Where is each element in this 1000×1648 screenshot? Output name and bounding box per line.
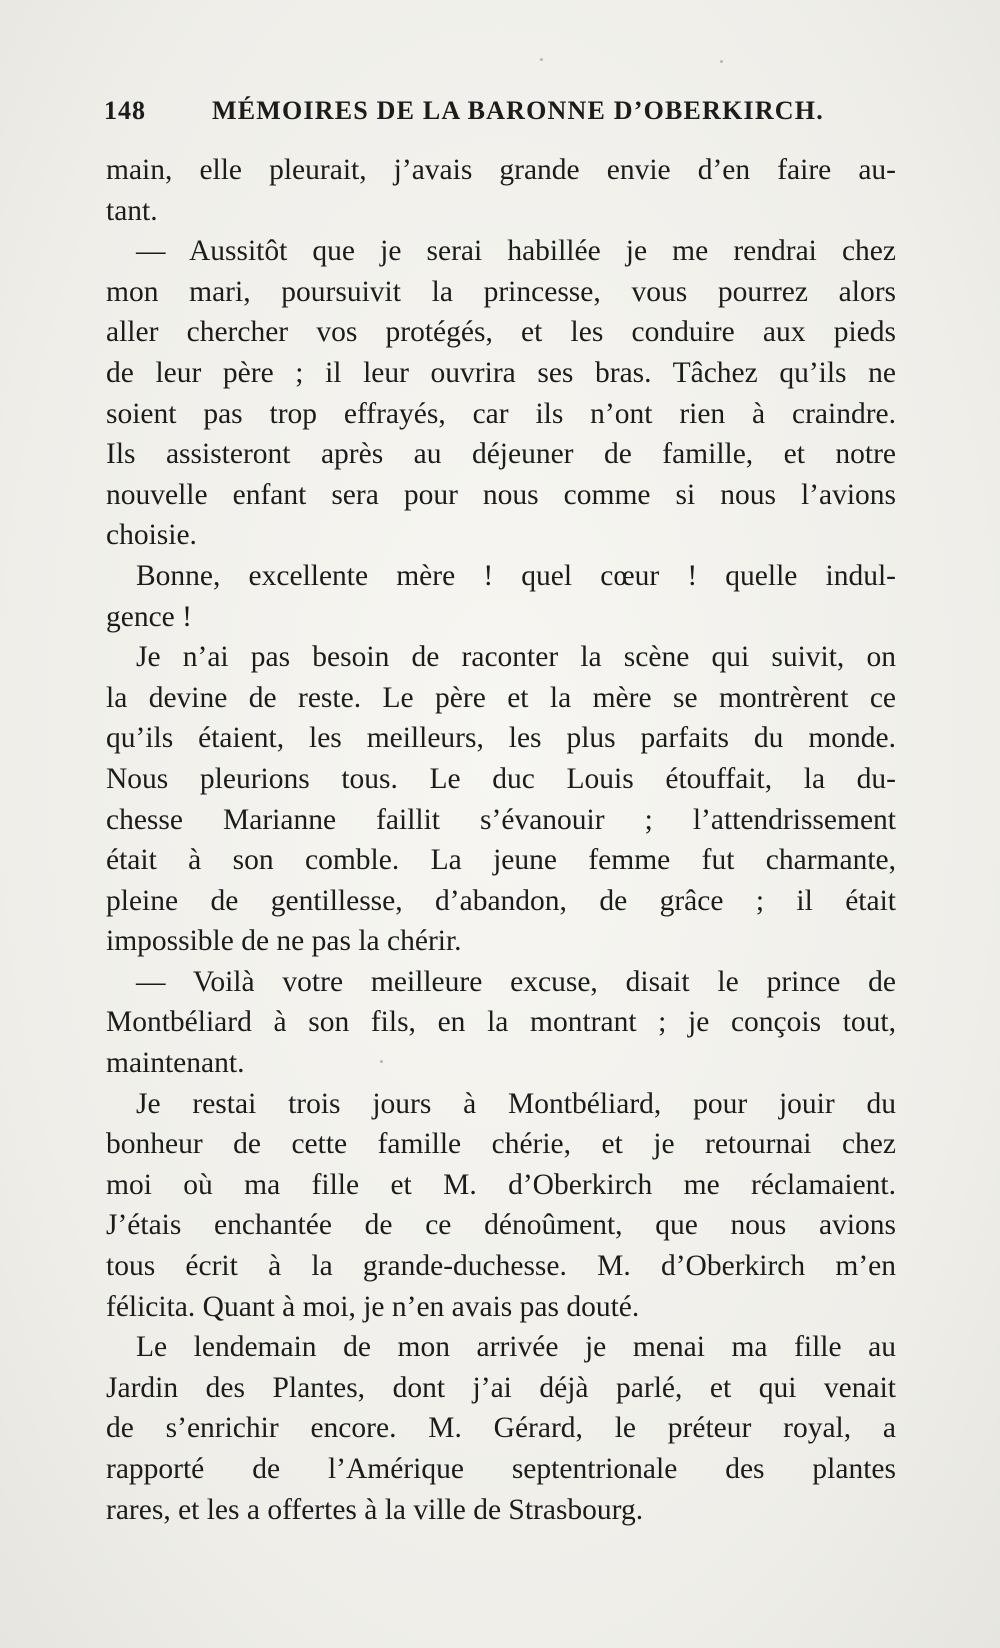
text-line: Bonne, excellente mère ! quel cœur ! quelle indul- xyxy=(136,559,896,592)
text-line: Nous pleurions tous. Le duc Louis étouffait, la du- xyxy=(106,762,896,795)
text-line: moi où ma fille et M. d’Oberkirch me réclamaient. xyxy=(106,1168,896,1201)
paper-speck xyxy=(540,58,543,61)
text-line: choisie. xyxy=(106,519,197,552)
text-line: félicita. Quant à moi, je n’en avais pas douté. xyxy=(106,1290,640,1323)
text-line: Montbéliard à son fils, en la montrant ; je conçois tout, xyxy=(106,1006,896,1039)
text-line: chesse Marianne faillit s’évanouir ; l’attendrissement xyxy=(106,803,896,836)
text-line: impossible de ne pas la chérir. xyxy=(106,925,462,958)
text-line: aller chercher vos protégés, et les conduire aux pieds xyxy=(106,316,896,349)
running-title: MÉMOIRES DE LA BARONNE D’OBERKIRCH. xyxy=(212,96,824,125)
text-line: Je n’ai pas besoin de raconter la scène qui suivit, on xyxy=(136,641,896,674)
text-line: était à son comble. La jeune femme fut charmante, xyxy=(106,844,896,877)
text-line: pleine de gentillesse, d’abandon, de grâce ; il était xyxy=(106,884,896,917)
text-line: — Voilà votre meilleure excuse, disait le prince de xyxy=(136,965,896,998)
text-line: qu’ils étaient, les meilleurs, les plus parfaits du monde. xyxy=(106,722,896,755)
text-line: mon mari, poursuivit la princesse, vous pourrez alors xyxy=(106,275,896,308)
text-line: rapporté de l’Amérique septentrionale des plantes xyxy=(106,1453,896,1485)
text-line: rares, et les a offertes à la ville de Strasbourg. xyxy=(106,1493,644,1526)
text-line: — Aussitôt que je serai habillée je me rendrai chez xyxy=(136,235,896,268)
text-line: main, elle pleurait, j’avais grande envie d’en faire au- xyxy=(106,154,896,186)
text-line: Le lendemain de mon arrivée je menai ma fille au xyxy=(136,1331,896,1364)
body-text xyxy=(106,150,896,1530)
text-line: tant. xyxy=(106,194,158,227)
text-line: bonheur de cette famille chérie, et je retournai chez xyxy=(106,1128,896,1161)
text-line: de s’enrichir encore. M. Gérard, le préteur royal, a xyxy=(106,1412,896,1445)
text-line: gence ! xyxy=(106,600,192,633)
text-line: maintenant. xyxy=(106,1047,245,1080)
text-line: Je restai trois jours à Montbéliard, pour jouir du xyxy=(136,1087,896,1120)
text-line: Jardin des Plantes, dont j’ai déjà parlé, et qui venait xyxy=(106,1371,896,1404)
text-line: la devine de reste. Le père et la mère se montrèrent ce xyxy=(106,681,896,714)
paper-speck xyxy=(720,60,723,63)
page-number: 148 xyxy=(104,96,146,125)
text-line: Ils assisteront après au déjeuner de famille, et notre xyxy=(106,438,896,471)
text-line: soient pas trop effrayés, car ils n’ont rien à craindre. xyxy=(106,397,896,430)
text-line: de leur père ; il leur ouvrira ses bras. Tâchez qu’ils ne xyxy=(106,356,896,389)
page-header xyxy=(104,96,904,136)
text-line: tous écrit à la grande-duchesse. M. d’Oberkirch m’en xyxy=(106,1250,896,1283)
text-line: nouvelle enfant sera pour nous comme si nous l’avions xyxy=(106,478,896,511)
text-line: J’étais enchantée de ce dénoûment, que nous avions xyxy=(106,1209,896,1242)
